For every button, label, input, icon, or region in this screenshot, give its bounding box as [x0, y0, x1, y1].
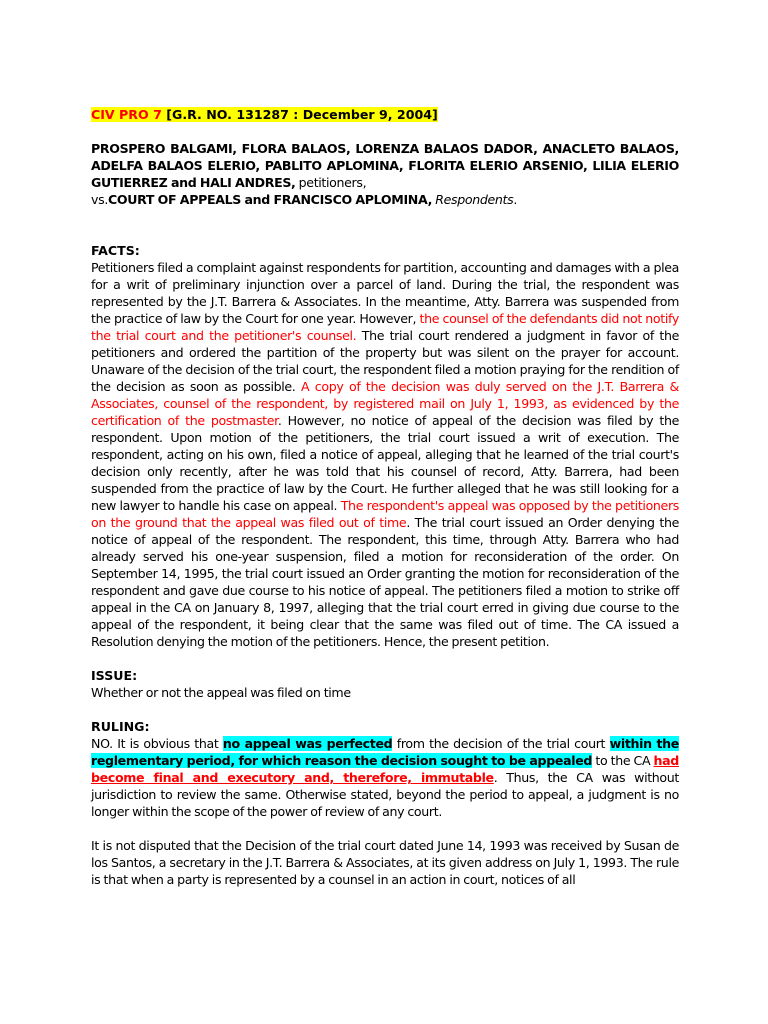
ruling-highlight-2: within the reglementary period, for which reason the decision sought to be appealed [91, 736, 679, 768]
parties [91, 140, 679, 208]
ruling-text-3: to the CA [592, 753, 654, 768]
facts-text-2: The trial court rendered a judgment in favor of the petitioners and ordered the partition of the property but was silent on the prayer for account. Unaware of the decision of the trial court, the respondent filed a motion praying for the rendition of the decision as soon as possible. [91, 328, 679, 394]
ruling-heading: RULING: [91, 719, 150, 734]
ruling-text-1: NO. It is obvious that [91, 736, 223, 751]
petitioners-label: petitioners, [295, 175, 367, 190]
versus: vs. [91, 192, 108, 207]
facts-red-3: The respondent's appeal was opposed by the petitioners on the ground that the appeal was filed out of time [91, 498, 679, 530]
case-title [91, 106, 679, 123]
facts-red-2: A copy of the decision was duly served on the J.T. Barrera & Associates, counsel of the respondent, by registered mail on July 1, 1993, as evidenced by the certification of the postmaster [91, 379, 679, 428]
issue-heading: ISSUE: [91, 668, 138, 683]
facts-text-4: . The trial court issued an Order denying the notice of appeal of the respondent. The respondent, this time, through Atty. Barrera who had already served his one-year suspension, filed a motion for reconsideration of the order. On September 14, 1995, the trial court issued an Order granting the motion for reconsideration of the respondent and gave due course to his notice of appeal. The petitioners filed a motion to strike off appeal in the CA on January 8, 1997, alleging that the trial court erred in giving due course to the appeal of the respondent, it being clear that the same was filed out of time. The CA issued a Resolution denying the motion of the petitioners. Hence, the present petition. [91, 515, 679, 649]
ruling-body [91, 735, 679, 820]
ruling-text-4: . Thus, the CA was without jurisdiction to review the same. Otherwise stated, beyond the period to appeal, a judgment is no longer within the scope of the power of review of any court. [91, 770, 680, 819]
respondents-period: . [513, 192, 517, 207]
petitioners-names: PROSPERO BALGAMI, FLORA BALAOS, LORENZA BALAOS DADOR, ANACLETO BALAOS, ADELFA BALAOS ELERIO, PABLITO APLOMINA, FLORITA ELERIO ARSENIO, LILIA ELERIO GUTIERREZ and HALI ANDRES, [91, 141, 679, 190]
case-number: [G.R. NO. 131287 : December 9, 2004] [161, 107, 438, 122]
facts-heading: FACTS: [91, 243, 140, 258]
facts-text-1: Petitioners filed a complaint against respondents for partition, accounting and damages with a plea for a writ of preliminary injunction over a parcel of land. During the trial, the respondent was represented by the J.T. Barrera & Associates. In the meantime, Atty. Barrera was suspended from the practice of law by the Court for one year. However, [91, 260, 679, 326]
respondents-names: COURT OF APPEALS and FRANCISCO APLOMINA, [107, 192, 433, 207]
ruling-paragraph-2: It is not disputed that the Decision of the trial court dated June 14, 1993 was received by Susan de los Santos, a secretary in the J.T. Barrera & Associates, at its given address on July 1, 1993. The rule is that when a party is represented by a counsel in an action in court, notices of all [91, 838, 679, 887]
document-page [91, 106, 679, 888]
ruling-highlight-1: no appeal was perfected [222, 736, 393, 751]
facts-text-3: . However, no notice of appeal of the decision was filed by the respondent. Upon motion of the petitioners, the trial court issued a writ of execution. The respondent, acting on his own, filed a notice of appeal, alleging that he learned of the trial court's decision only recently, after he was told that his counsel of record, Atty. Barrera, had been suspended from the practice of law by the Court. He further alleged that he was still looking for a new lawyer to handle his case on appeal. [91, 413, 679, 513]
case-code-highlight [91, 107, 438, 122]
facts-body [91, 259, 679, 650]
issue-text: Whether or not the appeal was filed on time [91, 685, 351, 700]
ruling-text-2: from the decision of the trial court [392, 736, 610, 751]
respondents-label: Respondents [435, 192, 514, 207]
facts-red-1: the counsel of the defendants did not notify the trial court and the petitioner's counsel. [91, 311, 679, 343]
case-code: CIV PRO 7 [91, 107, 162, 122]
ruling-underline-1: had become final and executory and, therefore, immutable [91, 753, 679, 785]
